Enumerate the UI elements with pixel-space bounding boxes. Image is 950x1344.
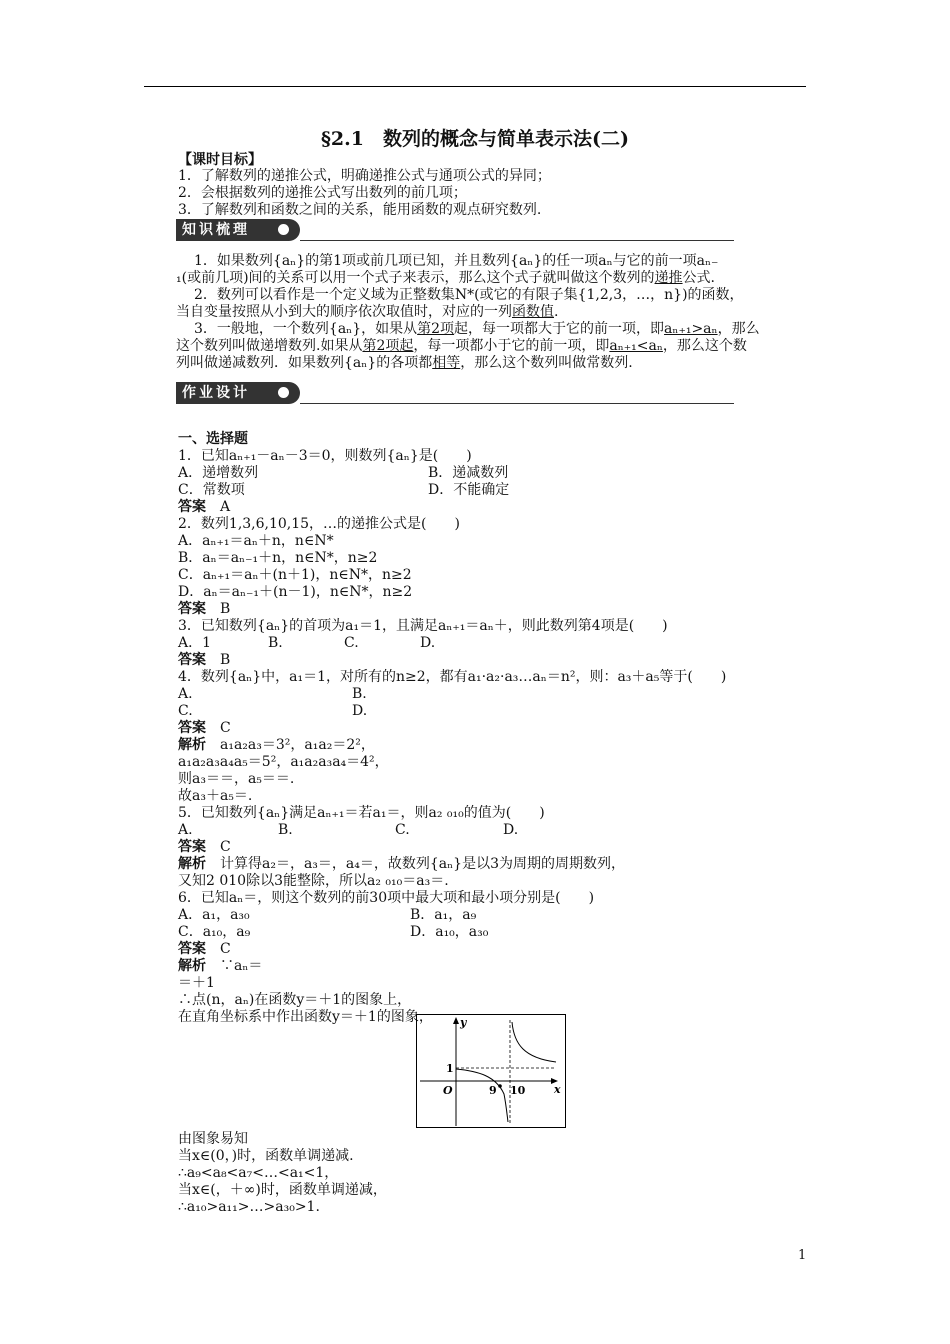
text-span: 这个数列叫做递增数列.如果从 [176,338,363,354]
question-1: 1．已知aₙ₊₁－aₙ－3＝0，则数列{aₙ}是( ) [178,448,472,464]
text-span: ，那么 [717,321,760,337]
option-5b: B. [278,822,293,838]
banner-rule [300,403,734,404]
knowledge-p2-line2 [176,304,558,321]
solution-4-line3: 则a₃＝＝，a₅＝＝. [178,771,295,787]
solution-4-line1 [178,737,375,754]
solution-4-line2: a₁a₂a₃a₄a₅＝5²，a₁a₂a₃a₄＝4²， [178,754,389,770]
option-4c: C. [178,703,193,719]
blank-answer: 第2项起 [362,338,414,354]
text-span: 列叫做递减数列．如果数列{aₙ}的各项都 [176,355,433,371]
option-6a: A．a₁，a₃₀ [178,907,250,923]
option-3b: B. [268,635,283,651]
tick-label-9: 9 [489,1084,497,1097]
solution-6-line1 [178,958,262,975]
tick-label-1: 1 [446,1062,454,1075]
conclusion-line3: ∴a₉<a₈<a₇<…<a₁<1， [178,1165,339,1181]
objective-2: 2．会根据数列的递推公式写出数列的前几项； [178,185,467,201]
option-3c: C. [344,635,359,651]
solution-text: ∵aₙ＝ [206,958,263,974]
conclusion-line5: ∴a₁₀>a₁₁>…>a₃₀>1. [178,1199,320,1215]
option-2d: D．aₙ＝aₙ₋₁＋(n－1)，n∈N*，n≥2 [178,584,413,600]
tick-label-10: 10 [510,1084,526,1097]
answer-label: 答案 [178,499,206,515]
answer-value: C [206,720,231,736]
answer-5 [178,839,231,856]
question-5: 5．已知数列{aₙ}满足aₙ₊₁＝若a₁＝，则a₂ ₀₁₀的值为( ) [178,805,545,821]
solution-text: 计算得a₂＝，a₃＝，a₄＝，故数列{aₙ}是以3为周期的周期数列， [206,856,626,872]
knowledge-p2-line1: 2．数列可以看作是一个定义域为正整数集N*(或它的有限子集{1,2,3，…，n})的函数， [194,287,744,303]
question-2: 2．数列1,3,6,10,15，…的递推公式是( ) [178,516,460,532]
blank-answer: 相等 [432,355,461,371]
option-6d: D．a₁₀，a₃₀ [410,924,489,940]
x-label: x [554,1083,561,1096]
solution-5-line2: 又知2 010除以3能整除，所以a₂ ₀₁₀＝a₃＝. [178,873,449,889]
blank-answer: 递推 [654,270,683,286]
answer-value: C [206,941,231,957]
text-span: ，那么这个数列叫做常数列. [460,355,633,371]
knowledge-p1-line2 [176,270,715,287]
function-graph [416,1014,566,1128]
solution-6-line4: 在直角坐标系中作出函数y＝＋1的图象， [178,1009,433,1025]
solution-label: 解析 [178,737,206,753]
answer-value: B [206,652,231,668]
answer-3 [178,652,230,669]
option-1d: D．不能确定 [428,482,510,498]
answer-4 [178,720,231,737]
answer-label: 答案 [178,652,206,668]
banner-rule [300,240,734,241]
origin-label: O [443,1084,453,1097]
answer-value: A [206,499,231,515]
knowledge-p3-line1 [194,321,760,338]
text-span: 3．一般地，一个数列{aₙ}，如果从 [194,321,418,337]
y-axis-arrow-icon [453,1017,459,1024]
section-heading: 一、选择题 [178,431,248,447]
option-4d: D. [352,703,368,719]
header-rule [144,86,806,87]
option-2a: A．aₙ₊₁＝aₙ＋n，n∈N* [178,533,334,549]
answer-label: 答案 [178,941,206,957]
solution-label: 解析 [178,958,206,974]
banner-dot-icon [278,224,289,235]
curve-left-branch [456,1069,508,1122]
knowledge-p3-line2 [176,338,747,355]
solution-6-line2: ＝＋1 [178,975,215,991]
option-5d: D. [503,822,519,838]
answer-label: 答案 [178,720,206,736]
answer-6 [178,941,231,958]
curve-right-branch [512,1022,556,1062]
text-span: . [554,304,559,320]
answer-label: 答案 [178,839,206,855]
solution-text: a₁a₂a₃＝3²，a₁a₂＝2²， [206,737,375,753]
knowledge-p1-line1: 1．如果数列{aₙ}的第1项或前几项已知，并且数列{aₙ}的任一项aₙ与它的前一项aₙ₋ [194,253,719,269]
option-5a: A. [178,822,193,838]
option-1a: A．递增数列 [178,465,259,481]
option-6c: C．a₁₀，a₉ [178,924,251,940]
answer-value: B [206,601,231,617]
option-2b: B．aₙ＝aₙ₋₁＋n，n∈N*，n≥2 [178,550,378,566]
page-number: 1 [798,1248,807,1263]
question-3: 3．已知数列{aₙ}的首项为a₁＝1，且满足aₙ₊₁＝aₙ＋，则此数列第4项是( ) [178,618,668,634]
answer-label: 答案 [178,601,206,617]
option-6b: B．a₁，a₉ [410,907,477,923]
text-span: ₁(或前几项)间的关系可以用一个式子来表示，那么这个式子就叫做这个数列的 [176,270,655,286]
text-span: 当自变量按照从小到大的顺序依次取值时，对应的一列 [176,304,512,320]
y-label: y [460,1016,467,1029]
blank-answer: aₙ₊₁<aₙ [609,338,663,354]
question-6: 6．已知aₙ＝，则这个数列的前30项中最大项和最小项分别是( ) [178,890,595,906]
text-span: ，每一项都小于它的前一项，即 [413,338,610,354]
option-3d: D. [420,635,436,651]
text-span: ，那么这个数 [662,338,747,354]
answer-2 [178,601,230,618]
knowledge-banner-label: 知识梳理 [176,219,300,241]
point-marker [498,1084,502,1088]
solution-4-line4: 故a₃＋a₅＝. [178,788,253,804]
solution-5-line1 [178,856,625,873]
option-1b: B．递减数列 [428,465,509,481]
question-4: 4．数列{aₙ}中，a₁＝1，对所有的n≥2，都有a₁·a₂·a₃…aₙ＝n²，则：a₃＋a₅等于( ) [178,669,727,685]
answer-value: C [206,839,231,855]
knowledge-p3-line3 [176,355,633,372]
conclusion-line2: 当x∈(0，)时，函数单调递减. [178,1148,354,1164]
objectives-heading: 【课时目标】 [178,152,262,168]
text-span: 公式. [682,270,715,286]
conclusion-line1: 由图象易知 [178,1131,248,1147]
page-title: §2.1 数列的概念与简单表示法(二) [321,128,629,150]
graph-frame [417,1015,566,1128]
blank-answer: aₙ₊₁>aₙ [664,321,718,337]
option-3a: A．1 [178,635,212,651]
option-5c: C. [395,822,410,838]
answer-1 [178,499,230,516]
option-4b: B. [352,686,367,702]
blank-answer: 第2项 [417,321,455,337]
objective-3: 3．了解数列和函数之间的关系，能用函数的观点研究数列. [178,202,542,218]
banner-dot-icon [278,387,289,398]
blank-answer: 函数值 [512,304,554,320]
solution-6-line3: ∴点(n，aₙ)在函数y＝＋1的图象上， [178,992,412,1008]
solution-label: 解析 [178,856,206,872]
homework-banner-label: 作业设计 [176,382,300,404]
option-4a: A. [178,686,193,702]
objective-1: 1．了解数列的递推公式，明确递推公式与通项公式的异同； [178,168,551,184]
conclusion-line4: 当x∈(，＋∞)时，函数单调递减， [178,1182,387,1198]
option-1c: C．常数项 [178,482,245,498]
option-2c: C．aₙ₊₁＝aₙ＋(n＋1)，n∈N*，n≥2 [178,567,412,583]
text-span: 起，每一项都大于它的前一项，即 [454,321,665,337]
